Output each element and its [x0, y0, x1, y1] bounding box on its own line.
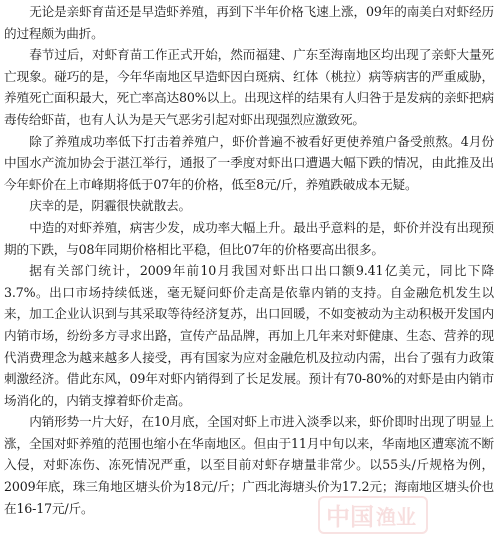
paragraph-7: 内销形势一片大好，在10月底，全国对虾上市进入淡季以来，虾价即时出现了明显上涨，全国对虾养殖的范围也缩小在华南地区。但由于11月中旬以来，华南地区遭寒流不断入侵，对虾冻伤、冻死情况严重，以至目前对虾存塘量非常少。以55头/斤规格为例，2009年底，珠三角地区塘头价为18元/斤；广西北海塘头价为17.2元；海南地区塘头价也在16-17元/斤。 [4, 414, 494, 516]
paragraph-5: 中造的对虾养殖，病害少发，成功率大幅上升。最出乎意料的是，虾价并没有出现预期的下跌，与08年同期价格相比平稳，但比07年的价格要高出很多。 [4, 219, 494, 257]
paragraph-6: 据有关部门统计，2009年前10月我国对虾出口出口额9.41亿美元，同比下降3.7%。出口市场持续低迷，毫无疑问虾价走高是依靠内销的支持。自金融危机发生以来，加工企业认识到与其采取等待经济复苏，出口回暖，不如变被动为主动积极开发国内内销市场，纷纷多方寻求出路，宣传产品品牌，再加上几年来对虾健康、生态、营养的现代消费理念为越来越多人接受，再有国家为应对金融危机及拉动内需，出台了强有力政策刺激经济。借此东风，09年对虾内销得到了长足发展。预计有70-80%的对虾是由内销市场消化的，内销支撑着虾价走高。 [4, 263, 494, 408]
article-body [4, 1, 494, 519]
paragraph-3: 除了养殖成功率低下打击着养殖户，虾价普遍不被看好更使养殖户备受煎熬。4月份中国水产流加协会于湛江举行，通报了一季度对虾出口遭遇大幅下跌的情况，由此推及出今年虾价在上市峰期将低于07年的价格，低至8元/斤，养殖跌破成本无疑。 [4, 133, 494, 192]
paragraph-1: 无论是亲虾育苗还是早造虾养殖，再到下半年价格飞速上涨，09年的南美白对虾经历的过程颇为曲折。 [4, 4, 494, 41]
paragraph-4: 庆幸的是，阴霾很快就散去。 [29, 198, 191, 214]
watermark-text-b: 渔业 [376, 505, 416, 529]
watermark-text-a: 中国 [326, 503, 374, 531]
paragraph-2: 春节过后，对虾育苗工作正式开始，然而福建、广东至海南地区均出现了亲虾大量死亡现象。碰巧的是，今年华南地区早造虾因白斑病、红体（桃拉）病等病害的严重威胁，养殖死亡面积最大，死亡率高达80%以上。出现这样的结果有人归咎于是发病的亲虾把病毒传给虾苗，也有人认为是天气恶劣引起对虾出现强烈应激致死。 [4, 47, 494, 127]
